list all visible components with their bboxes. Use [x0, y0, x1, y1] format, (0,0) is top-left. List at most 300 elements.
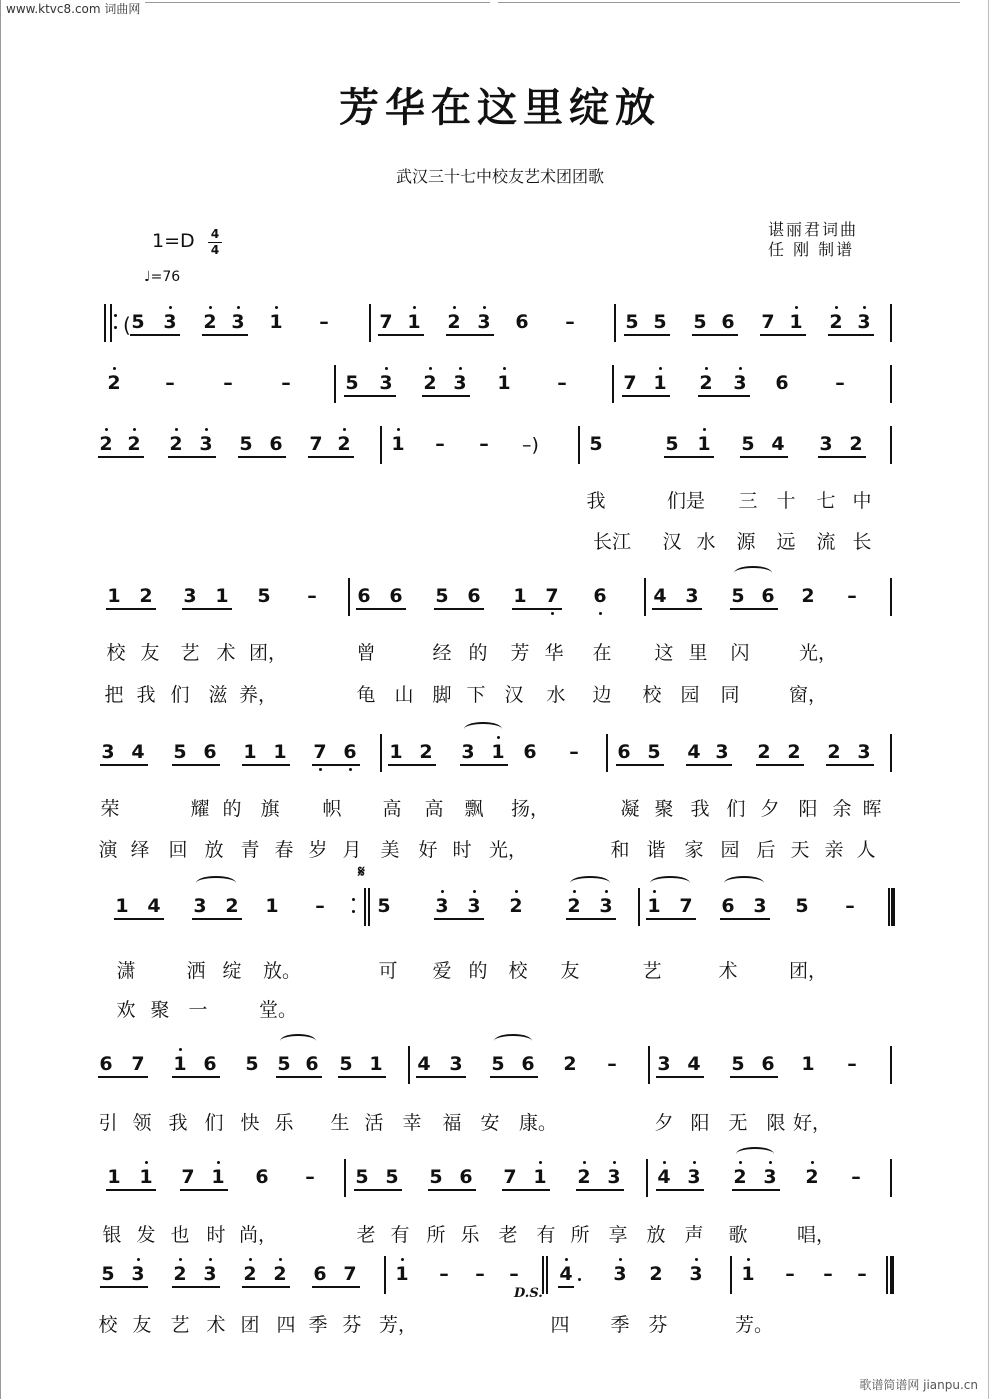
- note: –: [305, 1166, 315, 1188]
- octave-dot: [497, 736, 500, 739]
- lyric-syllable: 可: [378, 960, 398, 982]
- lyric-syllable: 耀: [190, 798, 210, 820]
- note: 2: [787, 741, 801, 763]
- note: 2: [99, 433, 113, 455]
- octave-dot: [279, 1258, 282, 1261]
- octave-dot: [583, 1161, 586, 1164]
- note: –: [439, 1263, 449, 1285]
- note: 5: [239, 433, 253, 455]
- beam-underline: [98, 456, 144, 458]
- lyric-syllable: 有: [390, 1224, 410, 1246]
- note: 7: [313, 741, 327, 763]
- lyric-syllable: 领: [132, 1112, 152, 1134]
- tie-arc: [494, 1034, 532, 1048]
- barline: [110, 304, 112, 342]
- lyric-syllable: 养，: [238, 684, 278, 706]
- note: 5: [385, 1166, 399, 1188]
- note: 6: [269, 433, 283, 455]
- note: –: [565, 311, 575, 333]
- octave-dot: [441, 890, 444, 893]
- key-signature: 1=D: [152, 230, 195, 252]
- beam-underline: [624, 334, 670, 336]
- note: 3: [467, 895, 481, 917]
- octave-dot: [695, 1258, 698, 1261]
- octave-dot: [145, 1161, 148, 1164]
- lyric-syllable: 汉: [504, 684, 524, 706]
- beam-underline: [100, 764, 148, 766]
- lyric-syllable: 唱，: [796, 1224, 836, 1246]
- note: 5: [665, 433, 679, 455]
- note: 3: [857, 741, 871, 763]
- note: –: [307, 585, 317, 607]
- octave-dot: [619, 1258, 622, 1261]
- lyric-syllable: 聚: [654, 798, 674, 820]
- beam-underline: [760, 334, 806, 336]
- note: 6: [389, 585, 403, 607]
- note: 3: [657, 1053, 671, 1075]
- barline: [104, 304, 106, 342]
- lyric-syllable: 人: [856, 839, 876, 861]
- octave-dot: [703, 428, 706, 431]
- lyric-syllable: 源: [736, 531, 756, 553]
- lyric-syllable: 放。: [262, 960, 302, 982]
- beam-underline: [378, 334, 424, 336]
- octave-dot: [385, 367, 388, 370]
- note: 2: [509, 895, 523, 917]
- note: 7: [131, 1053, 145, 1075]
- time-bottom: 4: [210, 243, 220, 257]
- beam-underline: [168, 456, 216, 458]
- note: 5: [339, 1053, 353, 1075]
- octave-dot: [565, 1258, 568, 1261]
- lyric-syllable: 四: [550, 1314, 570, 1336]
- barline: [344, 1159, 346, 1197]
- beam-underline: [354, 1189, 402, 1191]
- note: 2: [805, 1166, 819, 1188]
- note: 3: [453, 372, 467, 394]
- lyric-syllable: 术: [718, 960, 738, 982]
- barline: [578, 426, 580, 464]
- note: –: [557, 372, 567, 394]
- lyric-syllable: 时: [452, 839, 472, 861]
- beam-underline: [730, 1076, 778, 1078]
- beam-underline: [664, 456, 714, 458]
- note: 1: [243, 741, 257, 763]
- lyric-syllable: 旗: [260, 798, 280, 820]
- lyric-syllable: 经: [432, 642, 452, 664]
- lyric-syllable: 华: [544, 642, 564, 664]
- lyric-syllable: 无: [728, 1112, 748, 1134]
- beam-underline: [460, 764, 508, 766]
- octave-dot: [739, 367, 742, 370]
- lyric-syllable: 绽: [222, 960, 242, 982]
- lyric-syllable: 们: [204, 1112, 224, 1134]
- lyric-syllable: 限: [766, 1112, 786, 1134]
- note: –: [847, 1053, 857, 1075]
- beam-underline: [356, 608, 406, 610]
- arranger-credit: 任 刚 制谱: [768, 240, 855, 259]
- lyric-syllable: 友: [140, 642, 160, 664]
- lyric-syllable: 十: [776, 490, 796, 512]
- lyric-syllable: 福: [442, 1112, 462, 1134]
- octave-dot: [747, 1258, 750, 1261]
- lyric-syllable: 团，: [248, 642, 288, 664]
- note: 6: [459, 1166, 473, 1188]
- lyric-syllable: 乐: [460, 1224, 480, 1246]
- footer-watermark: 歌谱简谱网 jianpu.cn: [859, 1378, 978, 1392]
- octave-dot: [503, 367, 506, 370]
- beam-underline: [652, 608, 702, 610]
- lyric-syllable: 回: [168, 839, 188, 861]
- note: 6: [523, 741, 537, 763]
- lyric-syllable: 边: [592, 684, 612, 706]
- note: 6: [343, 741, 357, 763]
- lyric-syllable: 艺: [180, 642, 200, 664]
- lyric-syllable: 水: [696, 531, 716, 553]
- beam-underline: [416, 1076, 466, 1078]
- octave-dot: [605, 890, 608, 893]
- barline: [890, 365, 892, 403]
- note: 2: [577, 1166, 591, 1188]
- beam-underline: [646, 918, 696, 920]
- beam-underline: [826, 764, 874, 766]
- lyric-syllable: 高: [424, 798, 444, 820]
- note: 5: [491, 1053, 505, 1075]
- note: 6: [593, 585, 607, 607]
- beam-underline: [242, 1286, 290, 1288]
- note: 7: [309, 433, 323, 455]
- note: 2: [225, 895, 239, 917]
- note: 1: [211, 1166, 225, 1188]
- lyric-syllable: 下: [466, 684, 486, 706]
- note: 1: [801, 1053, 815, 1075]
- lyric-syllable: 山: [394, 684, 414, 706]
- barline: [730, 1256, 732, 1294]
- lyric-syllable: 后: [756, 839, 776, 861]
- note: 3: [733, 372, 747, 394]
- tie-arc: [196, 876, 236, 890]
- barline: [348, 578, 350, 616]
- segno-sign: 𝄋: [358, 862, 365, 881]
- lyric-syllable: 滋: [208, 684, 228, 706]
- note: 6: [203, 1053, 217, 1075]
- lyric-syllable: 的: [468, 642, 488, 664]
- lyric-syllable: 校: [98, 1314, 118, 1336]
- octave-dot: [811, 1161, 814, 1164]
- barline: [368, 888, 370, 926]
- lyric-syllable: 把: [104, 684, 124, 706]
- lyric-syllable: 生: [330, 1112, 350, 1134]
- top-frame: [0, 0, 990, 8]
- beam-underline: [732, 1189, 780, 1191]
- lyric-syllable: 飘: [464, 798, 484, 820]
- octave-dot: [401, 1258, 404, 1261]
- beam-underline: [312, 764, 360, 766]
- note: 5: [653, 311, 667, 333]
- beam-underline: [114, 918, 164, 920]
- note: 1: [273, 741, 287, 763]
- octave-dot: [275, 306, 278, 309]
- lyric-syllable: 校: [106, 642, 126, 664]
- note: 1: [789, 311, 803, 333]
- repeat-open-paren: (: [123, 313, 131, 337]
- note: 2: [203, 311, 217, 333]
- note: 1: [647, 895, 661, 917]
- note: 4: [131, 741, 145, 763]
- beam-underline: [576, 1189, 624, 1191]
- octave-dot: [453, 306, 456, 309]
- lyric-syllable: 聚: [150, 999, 170, 1021]
- lyric-syllable: 光，: [798, 642, 838, 664]
- note: 6: [721, 895, 735, 917]
- lyric-syllable: 园: [680, 684, 700, 706]
- beam-underline: [622, 395, 670, 397]
- song-title: 芳华在这里绽放: [339, 84, 661, 131]
- beam-underline: [656, 1189, 704, 1191]
- octave-dot: [739, 1161, 742, 1164]
- note: 2: [419, 741, 433, 763]
- note: 2: [173, 1263, 187, 1285]
- beam-underline: [172, 764, 220, 766]
- lyric-syllable: 水: [546, 684, 566, 706]
- beam-underline: [740, 456, 788, 458]
- octave-dot: [659, 367, 662, 370]
- note: 7: [623, 372, 637, 394]
- note: 6: [617, 741, 631, 763]
- lyric-syllable: 康。: [518, 1112, 558, 1134]
- beam-underline: [686, 764, 732, 766]
- note: 1: [407, 311, 421, 333]
- note: –: [281, 372, 291, 394]
- note: 1: [653, 372, 667, 394]
- octave-dot: [429, 367, 432, 370]
- note: 5: [277, 1053, 291, 1075]
- beam-underline: [616, 764, 664, 766]
- octave-dot: [653, 890, 656, 893]
- note: 5: [795, 895, 809, 917]
- lyric-syllable: 凝: [620, 798, 640, 820]
- beam-underline: [182, 608, 232, 610]
- lyric-syllable: 荣: [100, 798, 120, 820]
- lyric-syllable: 青: [240, 839, 260, 861]
- repeat-dot: [352, 910, 355, 913]
- beam-underline: [422, 395, 470, 397]
- note: 5: [131, 311, 145, 333]
- thick-barline: [891, 888, 895, 926]
- note: 3: [101, 741, 115, 763]
- note: 6: [515, 311, 529, 333]
- note: 3: [183, 585, 197, 607]
- lyric-syllable: 尚，: [238, 1224, 278, 1246]
- beam-underline: [434, 918, 484, 920]
- lyric-syllable: 所: [426, 1224, 446, 1246]
- lyric-syllable: 芬: [342, 1314, 362, 1336]
- lyric-syllable: 这: [654, 642, 674, 664]
- beam-underline: [490, 1076, 538, 1078]
- lyric-syllable: 我: [168, 1112, 188, 1134]
- note: 2: [757, 741, 771, 763]
- lyric-syllable: 一: [188, 999, 208, 1021]
- lyric-syllable: 时: [206, 1224, 226, 1246]
- augmentation-dot: [578, 1278, 581, 1281]
- note: 3: [607, 1166, 621, 1188]
- lyricist-credit: 谌丽君词曲: [768, 220, 859, 239]
- octave-dot: [551, 612, 554, 615]
- tie-arc: [734, 566, 772, 580]
- note: 1: [139, 1166, 153, 1188]
- beam-underline: [656, 1076, 704, 1078]
- note: –: [569, 741, 579, 763]
- note: 2: [801, 585, 815, 607]
- beam-underline: [238, 456, 286, 458]
- lyric-syllable: 晖: [862, 798, 882, 820]
- note: –: [835, 372, 845, 394]
- barline: [380, 426, 382, 464]
- note: –: [857, 1263, 867, 1285]
- lyric-syllable: 友: [560, 960, 580, 982]
- lyric-syllable: 好，: [792, 1112, 832, 1134]
- note: 1: [697, 433, 711, 455]
- octave-dot: [179, 1258, 182, 1261]
- note: –: [165, 372, 175, 394]
- lyric-syllable: 芬: [648, 1314, 668, 1336]
- note: 2: [447, 311, 461, 333]
- note: 2: [827, 741, 841, 763]
- note: 3: [461, 741, 475, 763]
- octave-dot: [835, 306, 838, 309]
- lyric-syllable: 的: [222, 798, 242, 820]
- note: 1: [491, 741, 505, 763]
- note: 1: [497, 372, 511, 394]
- time-signature: [208, 228, 222, 257]
- note: 3: [449, 1053, 463, 1075]
- octave-dot: [515, 890, 518, 893]
- note: 5: [435, 585, 449, 607]
- left-frame-line: [0, 0, 1, 1399]
- beam-underline: [106, 608, 156, 610]
- lyric-syllable: 美: [380, 839, 400, 861]
- lyric-syllable: 银: [102, 1224, 122, 1246]
- note: 6: [255, 1166, 269, 1188]
- beam-underline: [756, 764, 804, 766]
- lyric-syllable: 阳: [690, 1112, 710, 1134]
- lyric-syllable: 春: [274, 839, 294, 861]
- octave-dot: [209, 1258, 212, 1261]
- note: 5: [245, 1053, 259, 1075]
- lyric-syllable: 扬，: [510, 798, 550, 820]
- lyric-syllable: 团，: [788, 960, 828, 982]
- note: 2: [829, 311, 843, 333]
- note: 1: [173, 1053, 187, 1075]
- barline: [369, 304, 371, 342]
- note: –: [847, 585, 857, 607]
- lyric-syllable: 远: [776, 531, 796, 553]
- octave-dot: [249, 1258, 252, 1261]
- note: 2: [649, 1263, 663, 1285]
- lyric-syllable: 曾: [356, 642, 376, 664]
- note: 1: [389, 741, 403, 763]
- note: 4: [559, 1263, 573, 1285]
- octave-dot: [613, 1161, 616, 1164]
- tie-arc: [650, 876, 690, 890]
- octave-dot: [205, 428, 208, 431]
- beam-underline: [338, 1076, 386, 1078]
- octave-dot: [133, 428, 136, 431]
- lyric-syllable: 放: [646, 1224, 666, 1246]
- song-subtitle: 武汉三十七中校友艺术团团歌: [395, 167, 604, 186]
- barline: [638, 888, 640, 926]
- lyric-syllable: 七: [816, 490, 836, 512]
- note: 1: [395, 1263, 409, 1285]
- lyric-syllable: 亲: [824, 839, 844, 861]
- lyric-syllable: 阳: [798, 798, 818, 820]
- beam-underline: [446, 334, 494, 336]
- note: –: [319, 311, 329, 333]
- note: 3: [685, 585, 699, 607]
- note: 1: [391, 433, 405, 455]
- note: 3: [199, 433, 213, 455]
- lyric-syllable: 闪: [730, 642, 750, 664]
- note: 4: [417, 1053, 431, 1075]
- octave-dot: [169, 306, 172, 309]
- octave-dot: [105, 428, 108, 431]
- note: 6: [775, 372, 789, 394]
- barline: [612, 365, 614, 403]
- lyric-syllable: 也: [170, 1224, 190, 1246]
- octave-dot: [459, 367, 462, 370]
- beam-underline: [344, 395, 396, 397]
- lyric-syllable: 潇: [116, 960, 136, 982]
- lyric-syllable: 光，: [488, 839, 528, 861]
- note: 2: [849, 433, 863, 455]
- repeat-dot: [114, 326, 117, 329]
- barline: [888, 888, 890, 926]
- lyric-syllable: 谐: [646, 839, 666, 861]
- lyric-syllable: 快: [240, 1112, 260, 1134]
- octave-dot: [693, 1161, 696, 1164]
- lyric-syllable: 校: [508, 960, 528, 982]
- lyric-syllable: 岁: [308, 839, 328, 861]
- note: 2: [733, 1166, 747, 1188]
- beam-underline: [720, 918, 770, 920]
- beam-underline: [130, 334, 180, 336]
- barline: [606, 734, 608, 772]
- lyric-syllable: 芳，: [378, 1314, 418, 1336]
- octave-dot: [237, 306, 240, 309]
- note: 2: [107, 372, 121, 394]
- time-top: 4: [210, 227, 220, 241]
- beam-underline: [558, 1286, 574, 1288]
- octave-dot: [217, 1161, 220, 1164]
- beam-underline: [692, 334, 738, 336]
- note: 2: [699, 372, 713, 394]
- note: 3: [857, 311, 871, 333]
- barline: [648, 1046, 650, 1084]
- repeat-dot: [352, 898, 355, 901]
- lyric-syllable: 四: [276, 1314, 296, 1336]
- note: –: [845, 895, 855, 917]
- lyric-syllable: 歌: [728, 1224, 748, 1246]
- barline: [886, 1256, 888, 1294]
- note: 3: [763, 1166, 777, 1188]
- note: 2: [139, 585, 153, 607]
- lyric-syllable: 艺: [170, 1314, 190, 1336]
- beam-underline: [100, 1286, 148, 1288]
- beam-underline: [202, 334, 248, 336]
- note: 3: [599, 895, 613, 917]
- octave-dot: [473, 890, 476, 893]
- note: 5: [257, 585, 271, 607]
